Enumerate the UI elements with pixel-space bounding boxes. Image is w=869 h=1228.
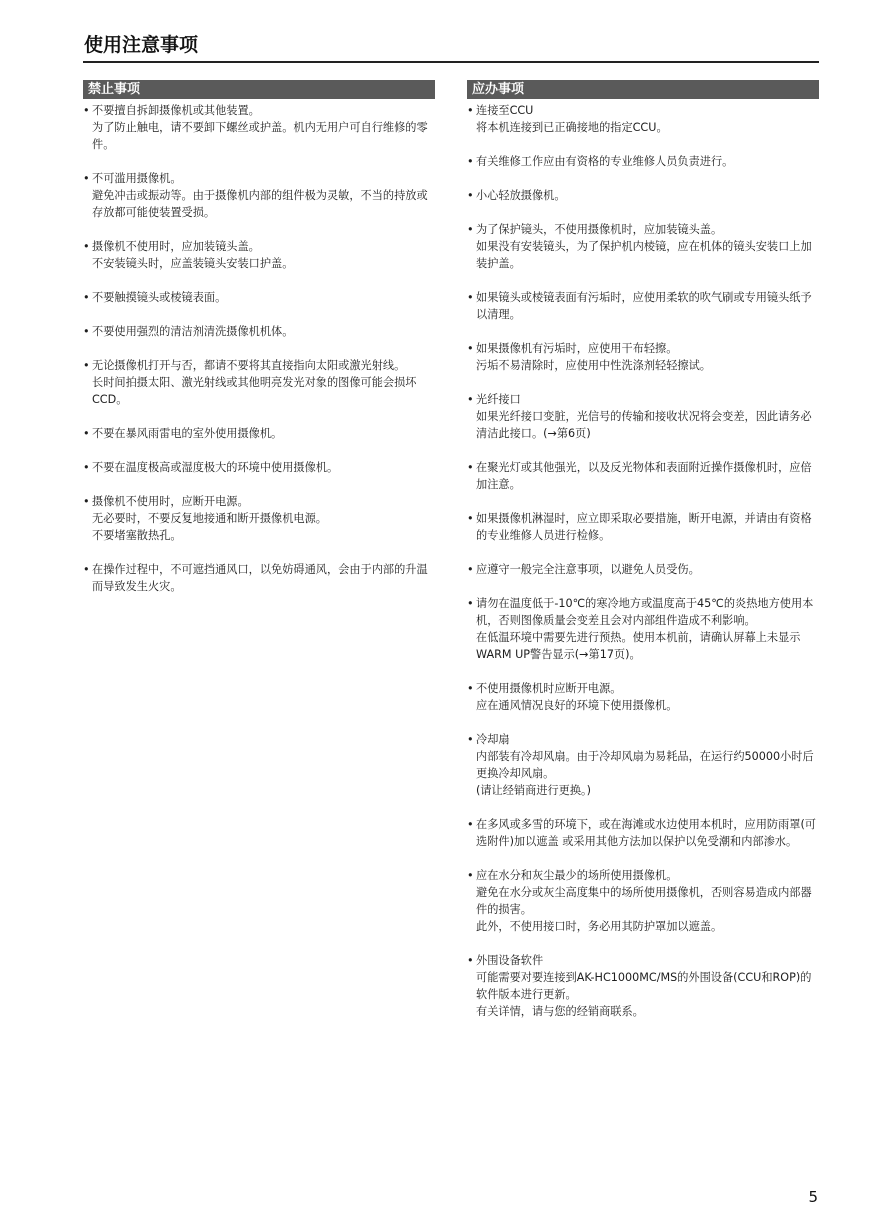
list-item (467, 187, 819, 204)
bullet-icon: • (83, 359, 90, 372)
bullet-icon: • (83, 563, 90, 576)
list-item (83, 425, 435, 442)
item-title: 有关维修工作应由有资格的专业维修人员负责进行。 (476, 155, 734, 168)
bullet-icon: • (467, 512, 474, 525)
page-title: 使用注意事项 (84, 34, 199, 56)
list-item (467, 221, 819, 272)
item-detail: 污垢不易清除时，应使用中性洗涤剂轻轻擦试。 (476, 359, 711, 372)
item-detail: (请让经销商进行更换。) (476, 784, 592, 797)
item-title: 摄像机不使用时，应断开电源。 (92, 495, 249, 508)
list-item (467, 816, 819, 850)
item-detail: 有关详情，请与您的经销商联系。 (476, 1005, 644, 1018)
list-item (467, 680, 819, 714)
item-title: 如果摄像机有污垢时，应使用干布轻擦。 (476, 342, 678, 355)
item-detail: 在低温环境中需要先进行预热。使用本机前，请确认屏幕上未显示WARM UP警告显示(→第17页)。 (476, 631, 801, 661)
item-detail: 为了防止触电，请不要卸下螺丝或护盖。机内无用户可自行维修的零件。 (92, 121, 428, 151)
bullet-icon: • (467, 597, 474, 610)
item-title: 不要触摸镜头或棱镜表面。 (92, 291, 227, 304)
bullet-icon: • (467, 393, 474, 406)
item-detail: 此外，不使用接口时，务必用其防护罩加以遮盖。 (476, 920, 723, 933)
bullet-icon: • (467, 461, 474, 474)
item-title: 连接至CCU (476, 104, 534, 117)
bullet-icon: • (83, 240, 90, 253)
list-item (467, 289, 819, 323)
bullet-icon: • (83, 104, 90, 117)
list-item (83, 493, 435, 544)
bullet-icon: • (83, 172, 90, 185)
item-title: 如果摄像机淋湿时，应立即采取必要措施，断开电源，并请由有资格的专业维修人员进行检修。 (476, 512, 812, 542)
prohibited-column (83, 80, 435, 612)
list-item (467, 595, 819, 663)
bullet-icon: • (467, 733, 474, 746)
item-detail: 应在通风情况良好的环境下使用摄像机。 (476, 699, 678, 712)
item-detail: 可能需要对要连接到AK-HC1000MC/MS的外围设备(CCU和ROP)的软件版本进行更新。 (476, 971, 812, 1001)
bullet-icon: • (467, 954, 474, 967)
bullet-icon: • (467, 189, 474, 202)
required-column (467, 80, 819, 1037)
bullet-icon: • (467, 342, 474, 355)
item-detail: 避免在水分或灰尘高度集中的场所使用摄像机，否则容易造成内部器件的损害。 (476, 886, 812, 916)
list-item (467, 952, 819, 1020)
item-title: 不可滥用摄像机。 (92, 172, 182, 185)
item-title: 光纤接口 (476, 393, 521, 406)
item-title: 不要使用强烈的清洁剂清洗摄像机机体。 (92, 325, 294, 338)
bullet-icon: • (83, 291, 90, 304)
bullet-icon: • (467, 869, 474, 882)
item-detail: 长时间拍摄太阳、激光射线或其他明亮发光对象的图像可能会损坏CCD。 (92, 376, 417, 406)
item-title: 不要在暴风雨雷电的室外使用摄像机。 (92, 427, 283, 440)
list-item (83, 102, 435, 153)
bullet-icon: • (467, 291, 474, 304)
item-title: 为了保护镜头，不使用摄像机时，应加装镜头盖。 (476, 223, 723, 236)
item-title: 小心轻放摄像机。 (476, 189, 566, 202)
item-title: 请勿在温度低于-10℃的寒冷地方或温度高于45℃的炎热地方使用本机，否则图像质量会变差且会对内部组件造成不利影响。 (476, 597, 814, 627)
list-item (467, 153, 819, 170)
item-title: 在聚光灯或其他强光，以及反光物体和表面附近操作摄像机时，应倍加注意。 (476, 461, 812, 491)
list-item (467, 340, 819, 374)
bullet-icon: • (467, 563, 474, 576)
list-item (83, 459, 435, 476)
section-header-prohibited: 禁止事项 (83, 80, 435, 99)
item-title: 摄像机不使用时，应加装镜头盖。 (92, 240, 260, 253)
list-item (83, 289, 435, 306)
list-item (83, 323, 435, 340)
list-item (83, 561, 435, 595)
list-item (83, 357, 435, 408)
bullet-icon: • (467, 818, 474, 831)
bullet-icon: • (467, 682, 474, 695)
list-item (467, 459, 819, 493)
section-header-required: 应办事项 (467, 80, 819, 99)
page-number: 5 (808, 1188, 818, 1206)
list-item (467, 510, 819, 544)
list-item (467, 561, 819, 578)
item-detail: 如果没有安装镜头，为了保护机内棱镜，应在机体的镜头安装口上加装护盖。 (476, 240, 812, 270)
item-detail: 如果光纤接口变脏，光信号的传输和接收状况将会变差，因此请务必清洁此接口。(→第6页) (476, 410, 812, 440)
item-detail: 内部装有冷却风扇。由于冷却风扇为易耗品，在运行约50000小时后更换冷却风扇。 (476, 750, 814, 780)
bullet-icon: • (467, 155, 474, 168)
item-title: 无论摄像机打开与否，都请不要将其直接指向太阳或激光射线。 (92, 359, 406, 372)
list-item (83, 238, 435, 272)
item-title: 如果镜头或棱镜表面有污垢时，应使用柔软的吹气刷或专用镜头纸予以清理。 (476, 291, 812, 321)
bullet-icon: • (83, 461, 90, 474)
bullet-icon: • (467, 223, 474, 236)
item-title: 应遵守一般完全注意事项，以避免人员受伤。 (476, 563, 700, 576)
title-divider (83, 61, 819, 63)
item-detail: 不安装镜头时，应盖装镜头安装口护盖。 (92, 257, 294, 270)
item-title: 应在水分和灰尘最少的场所使用摄像机。 (476, 869, 678, 882)
item-detail: 避免冲击或振动等。由于摄像机内部的组件极为灵敏，不当的持放或存放都可能使装置受损。 (92, 189, 428, 219)
item-title: 外围设备软件 (476, 954, 544, 967)
required-list (467, 102, 819, 1020)
item-title: 不要在温度极高或湿度极大的环境中使用摄像机。 (92, 461, 339, 474)
list-item (83, 170, 435, 221)
list-item (467, 731, 819, 799)
list-item (467, 102, 819, 136)
item-detail: 将本机连接到已正确接地的指定CCU。 (476, 121, 668, 134)
item-title: 在多风或多雪的环境下，或在海滩或水边使用本机时，应用防雨罩(可选附件)加以遮盖 或采用其他方法加以保护以免受潮和内部渗水。 (476, 818, 816, 848)
bullet-icon: • (83, 325, 90, 338)
item-title: 不要擅自拆卸摄像机或其他装置。 (92, 104, 260, 117)
item-title: 在操作过程中，不可遮挡通风口，以免妨碍通风，会由于内部的升温而导致发生火灾。 (92, 563, 428, 593)
item-title: 冷却扇 (476, 733, 510, 746)
item-title: 不使用摄像机时应断开电源。 (476, 682, 622, 695)
prohibited-list (83, 102, 435, 595)
bullet-icon: • (83, 495, 90, 508)
bullet-icon: • (467, 104, 474, 117)
item-detail: 无必要时，不要反复地接通和断开摄像机电源。 (92, 512, 327, 525)
bullet-icon: • (83, 427, 90, 440)
list-item (467, 867, 819, 935)
item-detail: 不要堵塞散热孔。 (92, 529, 182, 542)
list-item (467, 391, 819, 442)
